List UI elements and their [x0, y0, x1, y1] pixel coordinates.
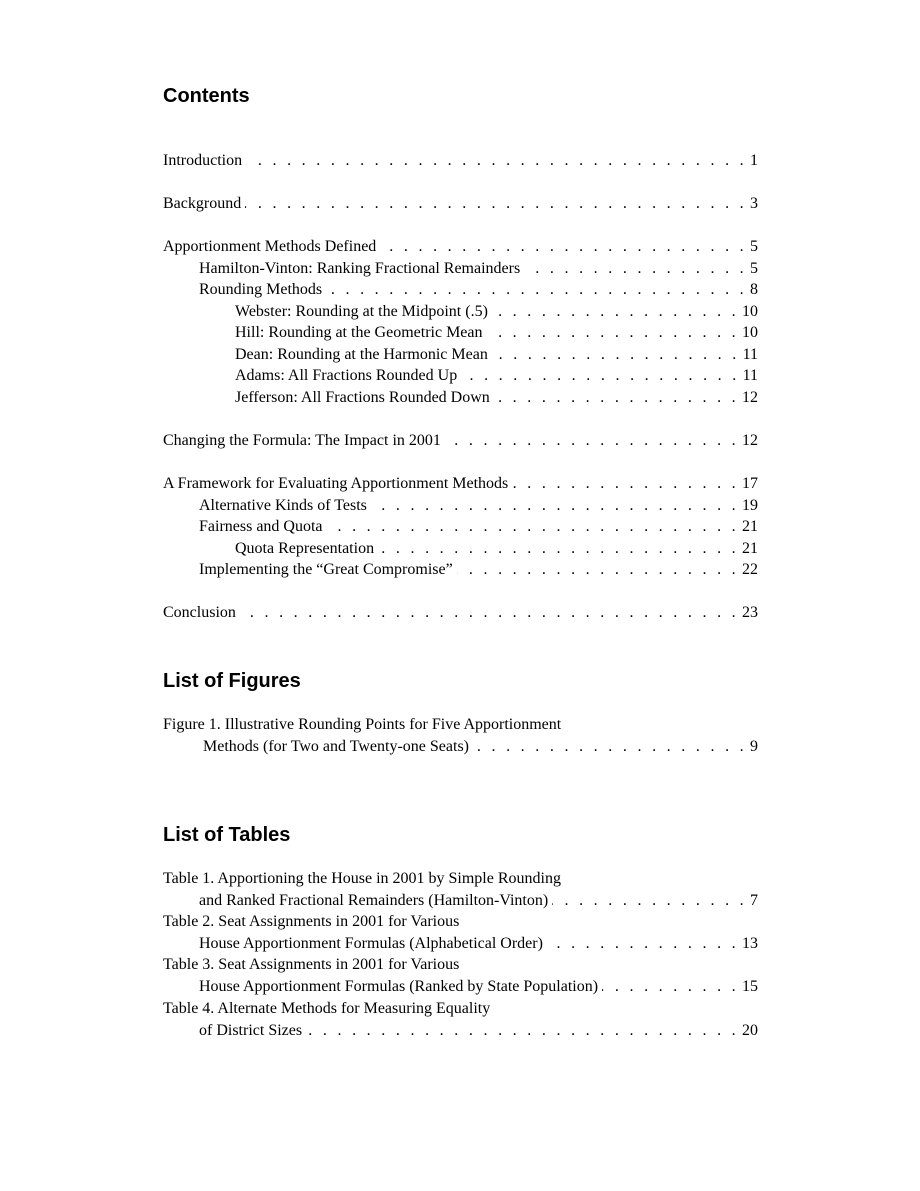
toc-entry-title: Rounding Methods [199, 281, 323, 298]
table-entry-title-line2: House Apportionment Formulas (Ranked by State Population) [199, 978, 599, 995]
toc-entry-title: A Framework for Evaluating Apportionment Methods [163, 475, 509, 492]
dot-leader [380, 237, 747, 257]
toc-entry-alternative-tests [199, 496, 758, 516]
toc-entry-title: Background [163, 195, 242, 212]
dot-leader [552, 891, 747, 911]
toc-entry-title: Conclusion [163, 604, 236, 621]
table-entry-title-line1: Table 2. Seat Assignments in 2001 for Various [163, 913, 460, 930]
contents-heading: Contents [163, 85, 250, 107]
dot-leader [547, 934, 739, 954]
toc-entry-title: Jefferson: All Fractions Rounded Down [235, 389, 490, 406]
table-entry-1 [199, 891, 758, 911]
dot-leader [487, 323, 740, 343]
toc-entry-page: 23 [742, 604, 758, 621]
toc-entry-page: 12 [742, 432, 758, 449]
toc-entry-jefferson [235, 388, 758, 408]
toc-entry-adams [235, 366, 758, 386]
tables-heading: List of Tables [163, 824, 291, 846]
toc-entry-title: Adams: All Fractions Rounded Up [235, 367, 458, 384]
dot-leader [371, 496, 739, 516]
dot-leader [326, 280, 747, 300]
toc-entry-title: Changing the Formula: The Impact in 2001 [163, 432, 441, 449]
toc-entry-changing-formula [163, 431, 758, 451]
table-entry-page: 13 [742, 935, 758, 952]
dot-leader [524, 259, 747, 279]
toc-entry-rounding-methods [199, 280, 758, 300]
figure-entry-page: 9 [750, 738, 758, 755]
table-entry-title-line2: House Apportionment Formulas (Alphabetical Order) [199, 935, 543, 952]
toc-entry-title: Implementing the “Great Compromise” [199, 561, 453, 578]
dot-leader [492, 302, 739, 322]
dot-leader [240, 603, 739, 623]
table-entry-title-line1: Table 1. Apportioning the House in 2001 by Simple Rounding [163, 870, 561, 887]
figures-heading: List of Figures [163, 670, 301, 692]
dot-leader [492, 345, 740, 365]
toc-entry-title: Hamilton-Vinton: Ranking Fractional Remainders [199, 260, 521, 277]
dot-leader [306, 1021, 739, 1041]
toc-entry-great-compromise [199, 560, 758, 580]
toc-entry-page: 17 [742, 475, 758, 492]
toc-entry-framework [163, 474, 758, 494]
toc-entry-background [163, 194, 758, 214]
toc-entry-page: 21 [742, 540, 758, 557]
toc-entry-webster [235, 302, 758, 322]
dot-leader [327, 517, 739, 537]
toc-entry-apportionment-methods [163, 237, 758, 257]
toc-entry-title: Alternative Kinds of Tests [199, 497, 367, 514]
toc-entry-page: 1 [750, 152, 758, 169]
toc-entry-quota-representation [235, 539, 758, 559]
figure-entry-title-line2: Methods (for Two and Twenty-one Seats) [203, 738, 470, 755]
dot-leader [245, 194, 747, 214]
toc-entry-page: 5 [750, 260, 758, 277]
toc-entry-page: 22 [742, 561, 758, 578]
toc-entry-introduction [163, 151, 758, 171]
toc-entry-page: 12 [742, 389, 758, 406]
toc-entry-title: Introduction [163, 152, 243, 169]
table-entry-title-line2: of District Sizes [199, 1022, 303, 1039]
toc-entry-page: 8 [750, 281, 758, 298]
toc-entry-title: Fairness and Quota [199, 518, 323, 535]
toc-entry-page: 5 [750, 238, 758, 255]
toc-entry-page: 21 [742, 518, 758, 535]
table-entry-3 [199, 977, 758, 997]
toc-entry-page: 19 [742, 497, 758, 514]
toc-entry-title: Quota Representation [235, 540, 375, 557]
toc-entry-conclusion [163, 603, 758, 623]
table-entry-4 [199, 1021, 758, 1041]
toc-entry-hamilton-vinton [199, 259, 758, 279]
toc-entry-page: 11 [742, 367, 758, 384]
dot-leader [246, 151, 747, 171]
toc-entry-fairness-quota [199, 517, 758, 537]
toc-entry-title: Dean: Rounding at the Harmonic Mean [235, 346, 488, 363]
dot-leader [473, 737, 747, 757]
toc-entry-page: 11 [742, 346, 758, 363]
table-entry-page: 7 [750, 892, 758, 909]
toc-entry-hill [235, 323, 758, 343]
toc-entry-page: 10 [742, 303, 758, 320]
dot-leader [445, 431, 739, 451]
table-entry-page: 20 [742, 1022, 758, 1039]
table-entry-2 [199, 934, 758, 954]
toc-entry-dean [235, 345, 758, 365]
dot-leader [461, 366, 739, 386]
table-entry-title-line2: and Ranked Fractional Remainders (Hamilton-Vinton) [199, 892, 549, 909]
dot-leader [378, 539, 739, 559]
figure-entry-title-line1: Figure 1. Illustrative Rounding Points for Five Apportionment [163, 716, 562, 733]
table-entry-title-line1: Table 4. Alternate Methods for Measuring Equality [163, 1000, 491, 1017]
toc-entry-title: Apportionment Methods Defined [163, 238, 377, 255]
dot-leader [494, 388, 739, 408]
table-entry-title-line1: Table 3. Seat Assignments in 2001 for Various [163, 956, 460, 973]
toc-entry-page: 3 [750, 195, 758, 212]
dot-leader [457, 560, 739, 580]
dot-leader [602, 977, 739, 997]
toc-entry-title: Webster: Rounding at the Midpoint (.5) [235, 303, 488, 320]
toc-entry-page: 10 [742, 324, 758, 341]
table-entry-page: 15 [742, 978, 758, 995]
dot-leader [512, 474, 739, 494]
toc-entry-title: Hill: Rounding at the Geometric Mean [235, 324, 483, 341]
figure-entry-1 [203, 737, 758, 757]
